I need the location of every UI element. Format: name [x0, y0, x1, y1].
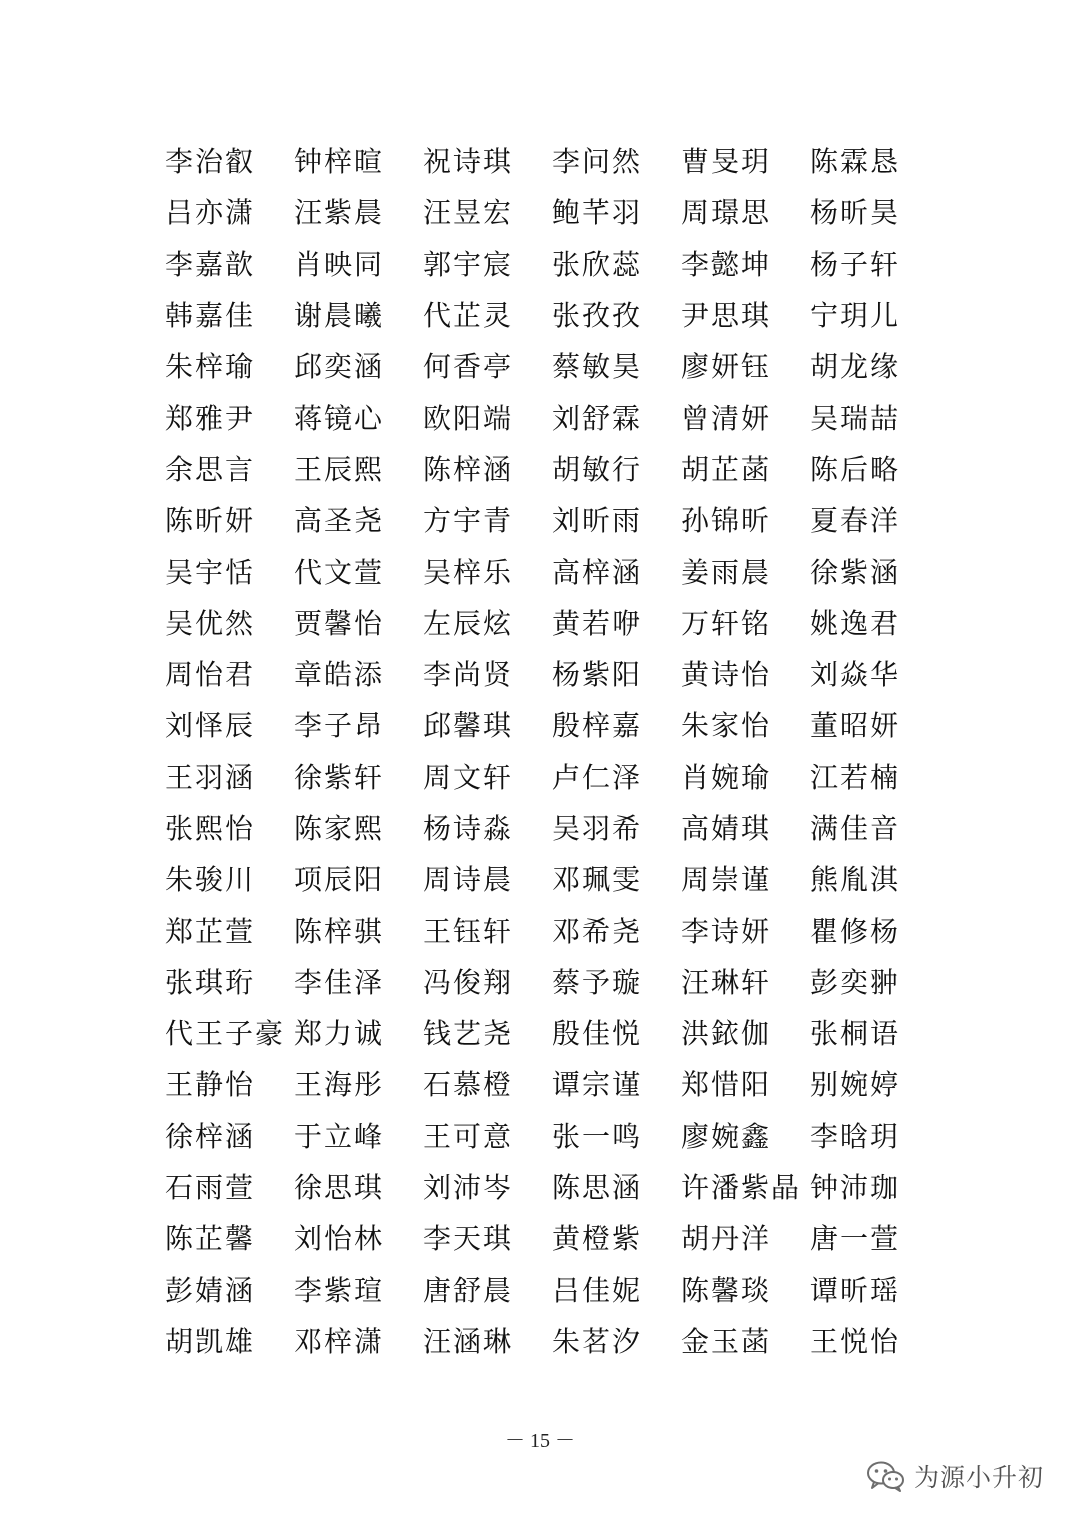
name-cell: 钟沛珈	[810, 1171, 901, 1205]
watermark	[866, 1458, 1044, 1494]
name-cell: 李懿坤	[681, 247, 772, 281]
name-cell: 代芷灵	[423, 299, 514, 333]
name-cell: 殷梓嘉	[552, 709, 643, 743]
name-cell: 王可意	[423, 1119, 514, 1153]
name-cell: 董昭妍	[810, 709, 901, 743]
name-cell: 于立峰	[294, 1119, 385, 1153]
name-cell: 姜雨晨	[681, 555, 772, 589]
page-number: － 15 －	[505, 1430, 575, 1452]
name-cell: 刘焱华	[810, 658, 901, 692]
name-cell: 吕佳妮	[552, 1273, 643, 1307]
name-cell: 韩嘉佳	[165, 299, 256, 333]
name-cell: 郑力诚	[294, 1017, 385, 1051]
name-cell: 胡丹洋	[681, 1222, 772, 1256]
name-cell: 吴羽希	[552, 812, 643, 845]
name-cell: 王悦怡	[810, 1324, 901, 1358]
name-cell: 周崇谨	[681, 863, 772, 897]
name-cell: 方宇青	[423, 504, 514, 538]
name-cell: 代文萱	[294, 555, 385, 589]
name-cell: 郑雅尹	[165, 401, 256, 435]
name-cell: 彭奕翀	[810, 965, 901, 999]
name-cell: 邓梓潇	[294, 1324, 385, 1358]
name-cell: 刘怿辰	[165, 709, 256, 743]
name-cell: 张桐语	[810, 1017, 901, 1051]
name-cell: 刘舒霖	[552, 401, 643, 435]
name-cell: 吴优然	[165, 606, 256, 640]
name-cell: 陈思涵	[552, 1171, 643, 1205]
name-cell: 项辰阳	[294, 863, 385, 897]
wechat-icon	[866, 1460, 906, 1492]
name-cell: 陈馨琰	[681, 1273, 772, 1307]
name-cell: 汪涵琳	[423, 1324, 514, 1358]
name-cell: 邱奕涵	[294, 350, 385, 384]
name-cell: 张一鸣	[552, 1119, 643, 1153]
name-cell: 陈昕妍	[165, 504, 256, 538]
name-cell: 左辰炫	[423, 606, 514, 640]
name-cell: 吴瑞喆	[810, 401, 901, 435]
name-cell: 钟梓暄	[294, 145, 385, 179]
name-cell: 陈芷馨	[165, 1222, 256, 1256]
name-cell: 谢晨曦	[294, 299, 385, 333]
name-cell: 张熙怡	[165, 812, 256, 845]
name-cell: 谭宗谨	[552, 1068, 643, 1102]
name-cell: 许潘紫晶	[681, 1171, 802, 1205]
name-cell: 王羽涵	[165, 760, 256, 794]
name-cell: 熊胤淇	[810, 863, 901, 897]
name-cell: 洪銥伽	[681, 1017, 772, 1051]
name-cell: 汪琳轩	[681, 965, 772, 999]
name-cell: 刘沛岑	[423, 1171, 514, 1205]
name-cell: 卢仁泽	[552, 760, 643, 794]
name-cell: 胡龙缘	[810, 350, 901, 384]
name-cell: 张孜孜	[552, 299, 643, 333]
name-cell: 曾清妍	[681, 401, 772, 435]
name-cell: 夏春洋	[810, 504, 901, 538]
name-cell: 肖映同	[294, 247, 385, 281]
name-cell: 宁玥儿	[810, 299, 901, 333]
name-cell: 陈梓骐	[294, 914, 385, 948]
name-cell: 陈家熙	[294, 812, 385, 845]
name-cell: 杨子轩	[810, 247, 901, 281]
name-cell: 章皓添	[294, 658, 385, 692]
name-cell: 尹思琪	[681, 299, 772, 333]
name-cell: 金玉菡	[681, 1324, 772, 1358]
name-cell: 李子昂	[294, 709, 385, 743]
name-cell: 蒋镜心	[294, 401, 385, 435]
name-cell: 鲍芊羽	[552, 196, 643, 230]
name-cell: 邓希尧	[552, 914, 643, 948]
name-cell: 何香亭	[423, 350, 514, 384]
name-cell: 蔡予璇	[552, 965, 643, 999]
name-cell: 高婧琪	[681, 812, 772, 845]
name-cell: 胡芷菡	[681, 452, 772, 486]
name-cell: 吕亦潇	[165, 196, 256, 230]
name-cell: 杨紫阳	[552, 658, 643, 692]
name-cell: 周文轩	[423, 760, 514, 794]
name-cell: 谭昕瑶	[810, 1273, 901, 1307]
name-cell: 石雨萱	[165, 1171, 256, 1205]
name-cell: 陈后略	[810, 452, 901, 486]
name-cell: 祝诗琪	[423, 145, 514, 179]
name-cell: 朱茗汐	[552, 1324, 643, 1358]
name-cell: 吴梓乐	[423, 555, 514, 589]
name-cell: 高梓涵	[552, 555, 643, 589]
name-cell: 李嘉歆	[165, 247, 256, 281]
name-cell: 杨昕昊	[810, 196, 901, 230]
name-cell: 瞿修杨	[810, 914, 901, 948]
name-cell: 石慕橙	[423, 1068, 514, 1102]
name-cell: 冯俊翔	[423, 965, 514, 999]
name-cell: 刘怡林	[294, 1222, 385, 1256]
name-cell: 陈梓涵	[423, 452, 514, 486]
name-cell: 周璟思	[681, 196, 772, 230]
name-cell: 李治叡	[165, 145, 256, 179]
name-cell: 廖妍钰	[681, 350, 772, 384]
name-cell: 李天琪	[423, 1222, 514, 1256]
name-cell: 杨诗淼	[423, 812, 514, 845]
name-cell: 蔡敏昊	[552, 350, 643, 384]
name-cell: 朱骏川	[165, 863, 256, 897]
name-cell: 胡敏行	[552, 452, 643, 486]
name-cell: 钱艺尧	[423, 1017, 514, 1051]
name-cell: 满佳音	[810, 812, 901, 845]
name-cell: 徐紫轩	[294, 760, 385, 794]
name-cell: 邱馨琪	[423, 709, 514, 743]
name-cell: 郑芷萱	[165, 914, 256, 948]
name-cell: 郑惜阳	[681, 1068, 772, 1102]
name-cell: 李诗妍	[681, 914, 772, 948]
name-cell: 殷佳悦	[552, 1017, 643, 1051]
name-cell: 朱家怡	[681, 709, 772, 743]
name-cell: 李问然	[552, 145, 643, 179]
name-cell: 汪紫晨	[294, 196, 385, 230]
name-cell: 黄若咿	[552, 606, 643, 640]
name-cell: 王辰熙	[294, 452, 385, 486]
name-cell: 吴宇恬	[165, 555, 256, 589]
name-cell: 王海彤	[294, 1068, 385, 1102]
name-cell: 周诗晨	[423, 863, 514, 897]
name-list	[165, 136, 925, 1367]
name-cell: 王钰轩	[423, 914, 514, 948]
name-cell: 廖婉鑫	[681, 1119, 772, 1153]
name-cell: 姚逸君	[810, 606, 901, 640]
name-cell: 江若楠	[810, 760, 901, 794]
name-cell: 邓珮雯	[552, 863, 643, 897]
name-cell: 欧阳端	[423, 401, 514, 435]
name-cell: 李晗玥	[810, 1119, 901, 1153]
name-cell: 孙锦昕	[681, 504, 772, 538]
name-cell: 胡凯雄	[165, 1324, 256, 1358]
name-cell: 朱梓瑜	[165, 350, 256, 384]
name-cell: 李佳泽	[294, 965, 385, 999]
name-cell: 黄橙紫	[552, 1222, 643, 1256]
name-cell: 徐思琪	[294, 1171, 385, 1205]
name-cell: 别婉婷	[810, 1068, 901, 1102]
name-cell: 余思言	[165, 452, 256, 486]
name-cell: 贾馨怡	[294, 606, 385, 640]
name-cell: 王静怡	[165, 1068, 256, 1102]
name-cell: 唐舒晨	[423, 1273, 514, 1307]
name-cell: 高圣尧	[294, 504, 385, 538]
name-cell: 曹旻玥	[681, 145, 772, 179]
name-cell: 刘昕雨	[552, 504, 643, 538]
name-cell: 唐一萱	[810, 1222, 901, 1256]
name-cell: 周怡君	[165, 658, 256, 692]
name-cell: 郭宇宸	[423, 247, 514, 281]
name-cell: 黄诗怡	[681, 658, 772, 692]
watermark-text: 为源小升初	[913, 1463, 1044, 1492]
name-cell: 汪昱宏	[423, 196, 514, 230]
name-cell: 代王子豪	[165, 1017, 286, 1051]
name-cell: 彭婧涵	[165, 1273, 256, 1307]
name-cell: 张欣蕊	[552, 247, 643, 281]
name-cell: 万轩铭	[681, 606, 772, 640]
name-cell: 陈霖恳	[810, 145, 901, 179]
name-cell: 徐梓涵	[165, 1119, 256, 1153]
name-cell: 徐紫涵	[810, 555, 901, 589]
name-cell: 肖婉瑜	[681, 760, 772, 794]
name-cell: 张琪珩	[165, 965, 256, 999]
name-cell: 李尚贤	[423, 658, 514, 692]
name-cell: 李紫瑄	[294, 1273, 385, 1307]
